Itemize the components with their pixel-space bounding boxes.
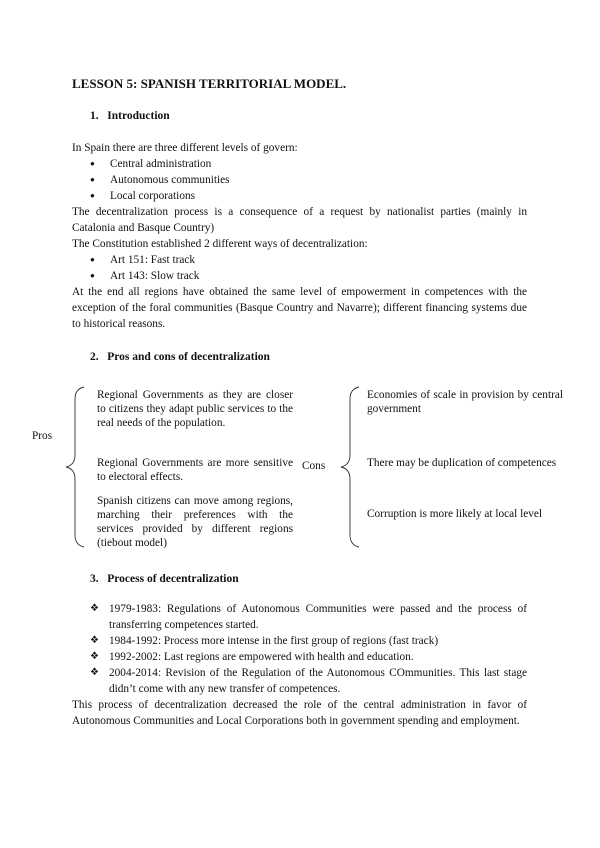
pro-item: Regional Governments are more sensitive to electoral effects. <box>97 457 293 483</box>
section-number: 2. <box>90 351 99 363</box>
con-item: Corruption is more likely at local level <box>367 508 543 520</box>
section-number: 1. <box>90 110 99 122</box>
pro-item: Spanish citizens can move among regions, marching their preferences with the services provided by different regions (tiebout model) <box>97 495 293 549</box>
pros-brace-icon <box>62 385 88 550</box>
section-1-body <box>72 140 527 332</box>
section-1-heading <box>90 108 170 124</box>
cons-label: Cons <box>302 460 326 472</box>
list-item: ❖ 1979-1983: Regulations of Autonomous Communities were passed and the process of transferring competences started. <box>90 601 527 633</box>
con-item: There may be duplication of competences <box>367 457 557 469</box>
section-2-heading <box>90 349 270 365</box>
paragraph: At the end all regions have obtained the same level of empowerment in competences with the exception of the foral communities (Basque Country and Navarre); different financing systems due to historical reasons. <box>72 286 527 330</box>
list-item: ● Central administration <box>90 156 527 172</box>
list-item: ❖ 1992-2002: Last regions are empowered with health and education. <box>90 649 527 665</box>
section-title: Pros and cons of decentralization <box>107 351 270 363</box>
list-item: ❖ 2004-2014: Revision of the Regulation of the Autonomous COmmunities. This last stage didn’t come with any new transfer of competences. <box>90 665 527 697</box>
pros-label: Pros <box>32 430 53 442</box>
section-title: Introduction <box>107 110 170 122</box>
list-item: ● Autonomous communities <box>90 172 527 188</box>
paragraph: This process of decentralization decreased the role of the central administration in favor of Autonomous Communities and Local Corporations both in government spending and employment. <box>72 699 527 727</box>
paragraph: In Spain there are three different levels of govern: <box>72 142 298 154</box>
section-3-heading <box>90 571 239 587</box>
section-title: Process of decentralization <box>107 573 239 585</box>
list-item: ● Art 151: Fast track <box>90 252 527 268</box>
list-item: ● Local corporations <box>90 188 527 204</box>
paragraph: The Constitution established 2 different ways of decentralization: <box>72 238 368 250</box>
pro-item: Regional Governments as they are closer to citizens they adapt public services to the real needs of the population. <box>97 389 293 429</box>
cons-brace-icon <box>337 385 363 550</box>
page-title: LESSON 5: SPANISH TERRITORIAL MODEL. <box>72 76 347 91</box>
section-3-body <box>72 601 527 729</box>
list-item: ● Art 143: Slow track <box>90 268 527 284</box>
con-item: Economies of scale in provision by central government <box>367 389 563 415</box>
section-number: 3. <box>90 573 99 585</box>
paragraph: The decentralization process is a consequence of a request by nationalist parties (mainly in Catalonia and Basque Country) <box>72 206 527 234</box>
list-item: ❖ 1984-1992: Process more intense in the first group of regions (fast track) <box>90 633 527 649</box>
